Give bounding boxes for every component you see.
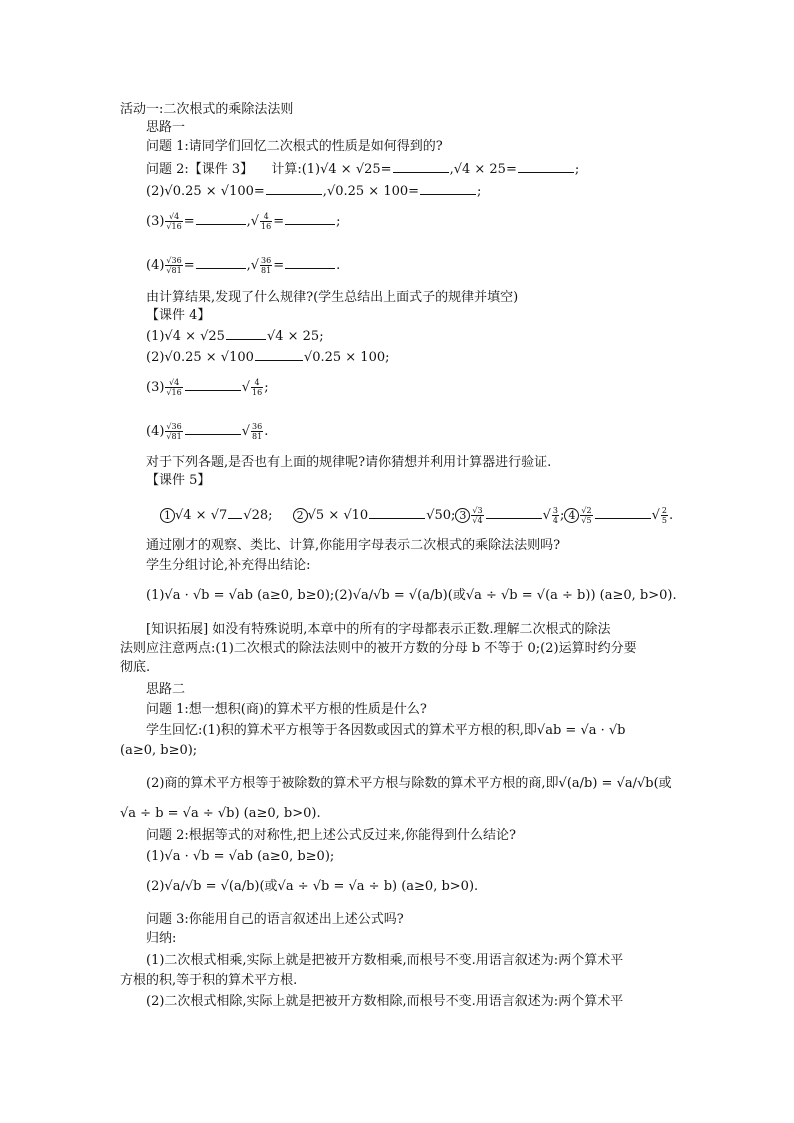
answer-blank[interactable] bbox=[285, 212, 335, 225]
t2-conclusion-1: (1)√a · √b = √ab (a≥0, b≥0); bbox=[146, 849, 335, 864]
numerator: √36 bbox=[166, 256, 182, 265]
section-title: 活动一:二次根式的乘除法法则 bbox=[120, 102, 294, 117]
fraction-sqrt4-sqrt16: $\frac{√4}{√16}$ bbox=[166, 378, 182, 397]
answer-blank[interactable] bbox=[420, 182, 476, 195]
t2-question-3: 问题 3:你能用自己的语言叙述出上述公式吗? bbox=[146, 912, 404, 927]
expr-1b: √4 × 25= bbox=[453, 162, 517, 177]
cw4-line-1 bbox=[146, 327, 324, 345]
cw4-line-4: (4) $\frac{√36}{√81}$ √ $\frac{36}{81}$ . bbox=[146, 422, 269, 441]
cw5-expr-1a: √4 × √7 bbox=[175, 508, 228, 523]
circled-number: 4 bbox=[564, 508, 579, 523]
fraction-3-4: $\frac{3}{4}$ bbox=[552, 506, 558, 525]
cw4-line-3: (3) $\frac{√4}{√16}$ √ $\frac{4}{16}$ ; bbox=[146, 378, 269, 397]
denominator: √81 bbox=[166, 266, 182, 275]
answer-blank[interactable] bbox=[185, 378, 241, 391]
fraction-sqrt36-sqrt81: $\frac{√36}{√81}$ bbox=[166, 422, 182, 441]
courseware-4-heading: 【课件 4】 bbox=[146, 308, 211, 323]
summary-item-1: (1)二次根式相乘,实际上就是把被开方数相乘,而根号不变.用语言叙述为:两个算术平 bbox=[146, 953, 624, 968]
answer-blank[interactable] bbox=[518, 160, 574, 173]
question-2-line: 问题 2:【课件 3】 计算:(1)√4 × √25= ,√4 × 25= ; bbox=[146, 162, 580, 177]
t2-conclusion-2: (2)√a/√b = √(a/b)(或√a ÷ √b = √a ÷ b) (a≥0, b>0). bbox=[146, 879, 479, 894]
extension-line-2: 法则应注意两点:(1)二次根式的除法法则中的被开方数的分母 b 不等于 0;(2)运算时约分要 bbox=[120, 641, 637, 656]
t2-answer-2: (2)商的算术平方根等于被除数的算术平方根与除数的算术平方根的商,即√(a/b) = √a/√b(或 bbox=[146, 776, 672, 791]
item-label-3: (3) bbox=[146, 214, 165, 229]
answer-blank[interactable] bbox=[266, 182, 322, 195]
expr-2a: (2)√0.25 × √100= bbox=[146, 184, 265, 199]
verify-text: 对于下列各题,是否也有上面的规律呢?请你猜想并利用计算器进行验证. bbox=[146, 455, 552, 470]
answer-blank[interactable] bbox=[255, 348, 303, 361]
item-label-4: (4) bbox=[146, 424, 165, 439]
fraction-sqrt4-sqrt16 bbox=[165, 212, 182, 231]
denominator: √16 bbox=[166, 222, 182, 231]
fraction-2-5: $\frac{2}{5}$ bbox=[661, 506, 667, 525]
answer-blank[interactable] bbox=[226, 327, 266, 340]
cw4-expr-2a: (2)√0.25 × √100 bbox=[146, 350, 254, 365]
t2-question-2: 问题 2:根据等式的对称性,把上述公式反过来,你能得到什么结论? bbox=[146, 828, 517, 843]
answer-blank[interactable] bbox=[393, 160, 449, 173]
answer-blank[interactable] bbox=[196, 256, 246, 269]
t2-question-1: 问题 1:想一想积(商)的算术平方根的性质是什么? bbox=[146, 702, 427, 717]
conclusion-formula: (1)√a · √b = √ab (a≥0, b≥0);(2)√a/√b = √(a/b)(或√a ÷ √b = √(a ÷ b)) (a≥0, b>0). bbox=[146, 588, 677, 603]
calc-line-3: (3) $\frac{√4}{√16}$ = ,√ $\frac{4}{16}$ = ; bbox=[146, 212, 341, 231]
answer-blank[interactable] bbox=[228, 506, 242, 519]
expr-2b: √0.25 × 100= bbox=[326, 184, 420, 199]
cw5-expr-2a: √5 × √10 bbox=[307, 508, 369, 523]
circled-number: 2 bbox=[293, 508, 308, 523]
observe-text: 通过刚才的观察、类比、计算,你能用字母表示二次根式的乘除法法则吗? bbox=[146, 538, 561, 553]
fraction-4-16: $\frac{4}{16}$ bbox=[252, 378, 263, 397]
question-2-head: 问题 2:【课件 3】 bbox=[146, 162, 254, 177]
answer-blank[interactable] bbox=[285, 256, 335, 269]
rule-find-text: 由计算结果,发现了什么规律?(学生总结出上面式子的规律并填空) bbox=[146, 290, 519, 305]
extension-line-3: 彻底. bbox=[120, 660, 151, 675]
courseware-5-heading: 【课件 5】 bbox=[146, 473, 211, 488]
cw5-line: 1 √4 × √7 √28; 2 √5 × √10 √50; 3 $\frac{√3}{√4}$ √ $\frac{3}{4}$ ; 4 $\frac{√2}{√5}$ √ $\frac{2}{5}$ . bbox=[160, 506, 673, 525]
item-label-3: (3) bbox=[146, 380, 165, 395]
answer-blank[interactable] bbox=[369, 506, 425, 519]
fraction-sqrt3-sqrt4: $\frac{√3}{√4}$ bbox=[472, 506, 483, 525]
group-text: 学生分组讨论,补充得出结论: bbox=[146, 558, 311, 573]
fraction-36-81: $\frac{36}{81}$ bbox=[261, 256, 272, 275]
t2-answer-1-cond: (a≥0, b≥0); bbox=[120, 743, 198, 758]
fraction-4-16: $\frac{4}{16}$ bbox=[261, 212, 272, 231]
numerator: √4 bbox=[165, 212, 182, 222]
cw5-expr-2b: √50; bbox=[426, 508, 456, 523]
circled-number: 1 bbox=[160, 508, 175, 523]
fraction-sqrt36-sqrt81 bbox=[165, 256, 182, 275]
question-2-calc: 计算:(1) bbox=[271, 162, 321, 177]
calc-line-2: (2)√0.25 × √100= ,√0.25 × 100= ; bbox=[146, 184, 482, 199]
cw4-expr-2b: √0.25 × 100; bbox=[303, 350, 390, 365]
cw4-expr-1b: √4 × 25; bbox=[266, 329, 324, 344]
t2-answer-2-cond: √a ÷ b = √a ÷ √b) (a≥0, b>0). bbox=[120, 806, 321, 821]
t2-answer-1: 学生回忆:(1)积的算术平方根等于各因数或因式的算术平方根的积,即√ab = √a · √b bbox=[146, 723, 626, 738]
item-label-4: (4) bbox=[146, 258, 165, 273]
answer-blank[interactable] bbox=[486, 506, 542, 519]
calc-line-4: (4) $\frac{√36}{√81}$ = ,√ $\frac{36}{81}$ = . bbox=[146, 256, 341, 275]
expr-1a: √4 × √25= bbox=[320, 162, 392, 177]
summary-item-1-cont: 方根的积,等于积的算术平方根. bbox=[120, 973, 298, 988]
answer-blank[interactable] bbox=[185, 422, 241, 435]
thought-one-heading: 思路一 bbox=[146, 120, 186, 135]
answer-blank[interactable] bbox=[196, 212, 246, 225]
cw4-expr-1a: (1)√4 × √25 bbox=[146, 329, 225, 344]
circled-number: 3 bbox=[455, 508, 470, 523]
summary-heading: 归纳: bbox=[146, 931, 177, 946]
answer-blank[interactable] bbox=[595, 506, 651, 519]
question-1: 问题 1:请同学们回忆二次根式的性质是如何得到的? bbox=[146, 139, 443, 154]
cw4-line-2 bbox=[146, 348, 390, 366]
summary-item-2: (2)二次根式相除,实际上就是把被开方数相除,而根号不变.用语言叙述为:两个算术平 bbox=[146, 994, 624, 1009]
thought-two-heading: 思路二 bbox=[146, 682, 186, 697]
fraction-sqrt2-sqrt5: $\frac{√2}{√5}$ bbox=[581, 506, 592, 525]
cw5-expr-1b: √28; bbox=[243, 508, 273, 523]
fraction-36-81: $\frac{36}{81}$ bbox=[252, 422, 263, 441]
extension-line-1: [知识拓展] 如没有特殊说明,本章中的所有的字母都表示正数.理解二次根式的除法 bbox=[146, 622, 611, 637]
